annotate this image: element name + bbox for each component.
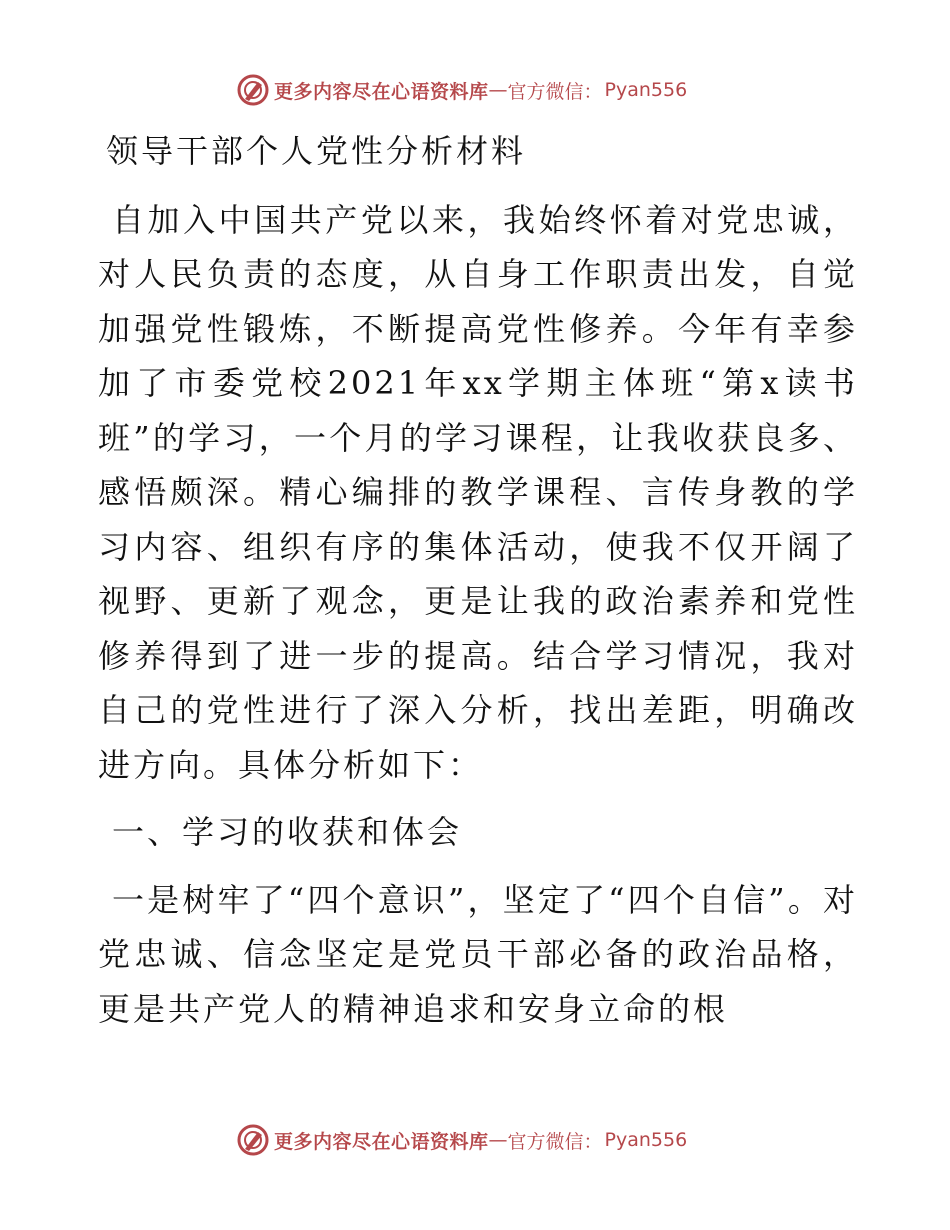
point-one-text: 一是树牢了“四个意识”，坚定了“四个自信”。对党忠诚、信念坚定是党员干部必备的政治品格，更是共产党人的精神追求和安身立命的根 — [98, 880, 858, 1028]
section-heading — [98, 805, 858, 860]
watermark-wechat-label: 官方微信： — [507, 1130, 603, 1153]
watermark-text: 更多内容尽在心语资料库 — [274, 1130, 489, 1153]
section-heading-text: 一、学习的收获和体会 — [112, 813, 463, 851]
point-one-paragraph — [98, 873, 858, 1037]
document-title: 领导干部个人党性分析材料 — [106, 132, 527, 170]
watermark-wechat-id: Pyan556 — [604, 1129, 688, 1151]
intro-paragraph — [98, 193, 858, 793]
header-watermark-banner — [236, 70, 687, 110]
pen-nib-logo-icon — [236, 73, 270, 107]
pen-nib-logo-icon — [236, 1123, 270, 1157]
intro-text: 自加入中国共产党以来，我始终怀着对党忠诚，对人民负责的态度，从自身工作职责出发，自觉加强党性锻炼，不断提高党性修养。今年有幸参加了市委党校2021年xx学期主体班“第x读书班”的学习，一个月的学习课程，让我收获良多、感悟颇深。精心编排的教学课程、言传身教的学习内容、组织有序的集体活动，使我不仅开阔了视野、更新了观念，更是让我的政治素养和党性修养得到了进一步的提高。结合学习情况，我对自己的党性进行了深入分析，找出差距，明确改进方向。具体分析如下： — [98, 200, 858, 784]
document-body — [98, 124, 858, 1036]
watermark-wechat-id: Pyan556 — [604, 79, 688, 101]
watermark-text: 更多内容尽在心语资料库 — [274, 80, 489, 103]
watermark-wechat-label: 官方微信： — [507, 80, 603, 103]
watermark-separator: — — [488, 79, 508, 101]
watermark-separator: — — [488, 1129, 508, 1151]
footer-watermark-banner — [236, 1120, 687, 1160]
